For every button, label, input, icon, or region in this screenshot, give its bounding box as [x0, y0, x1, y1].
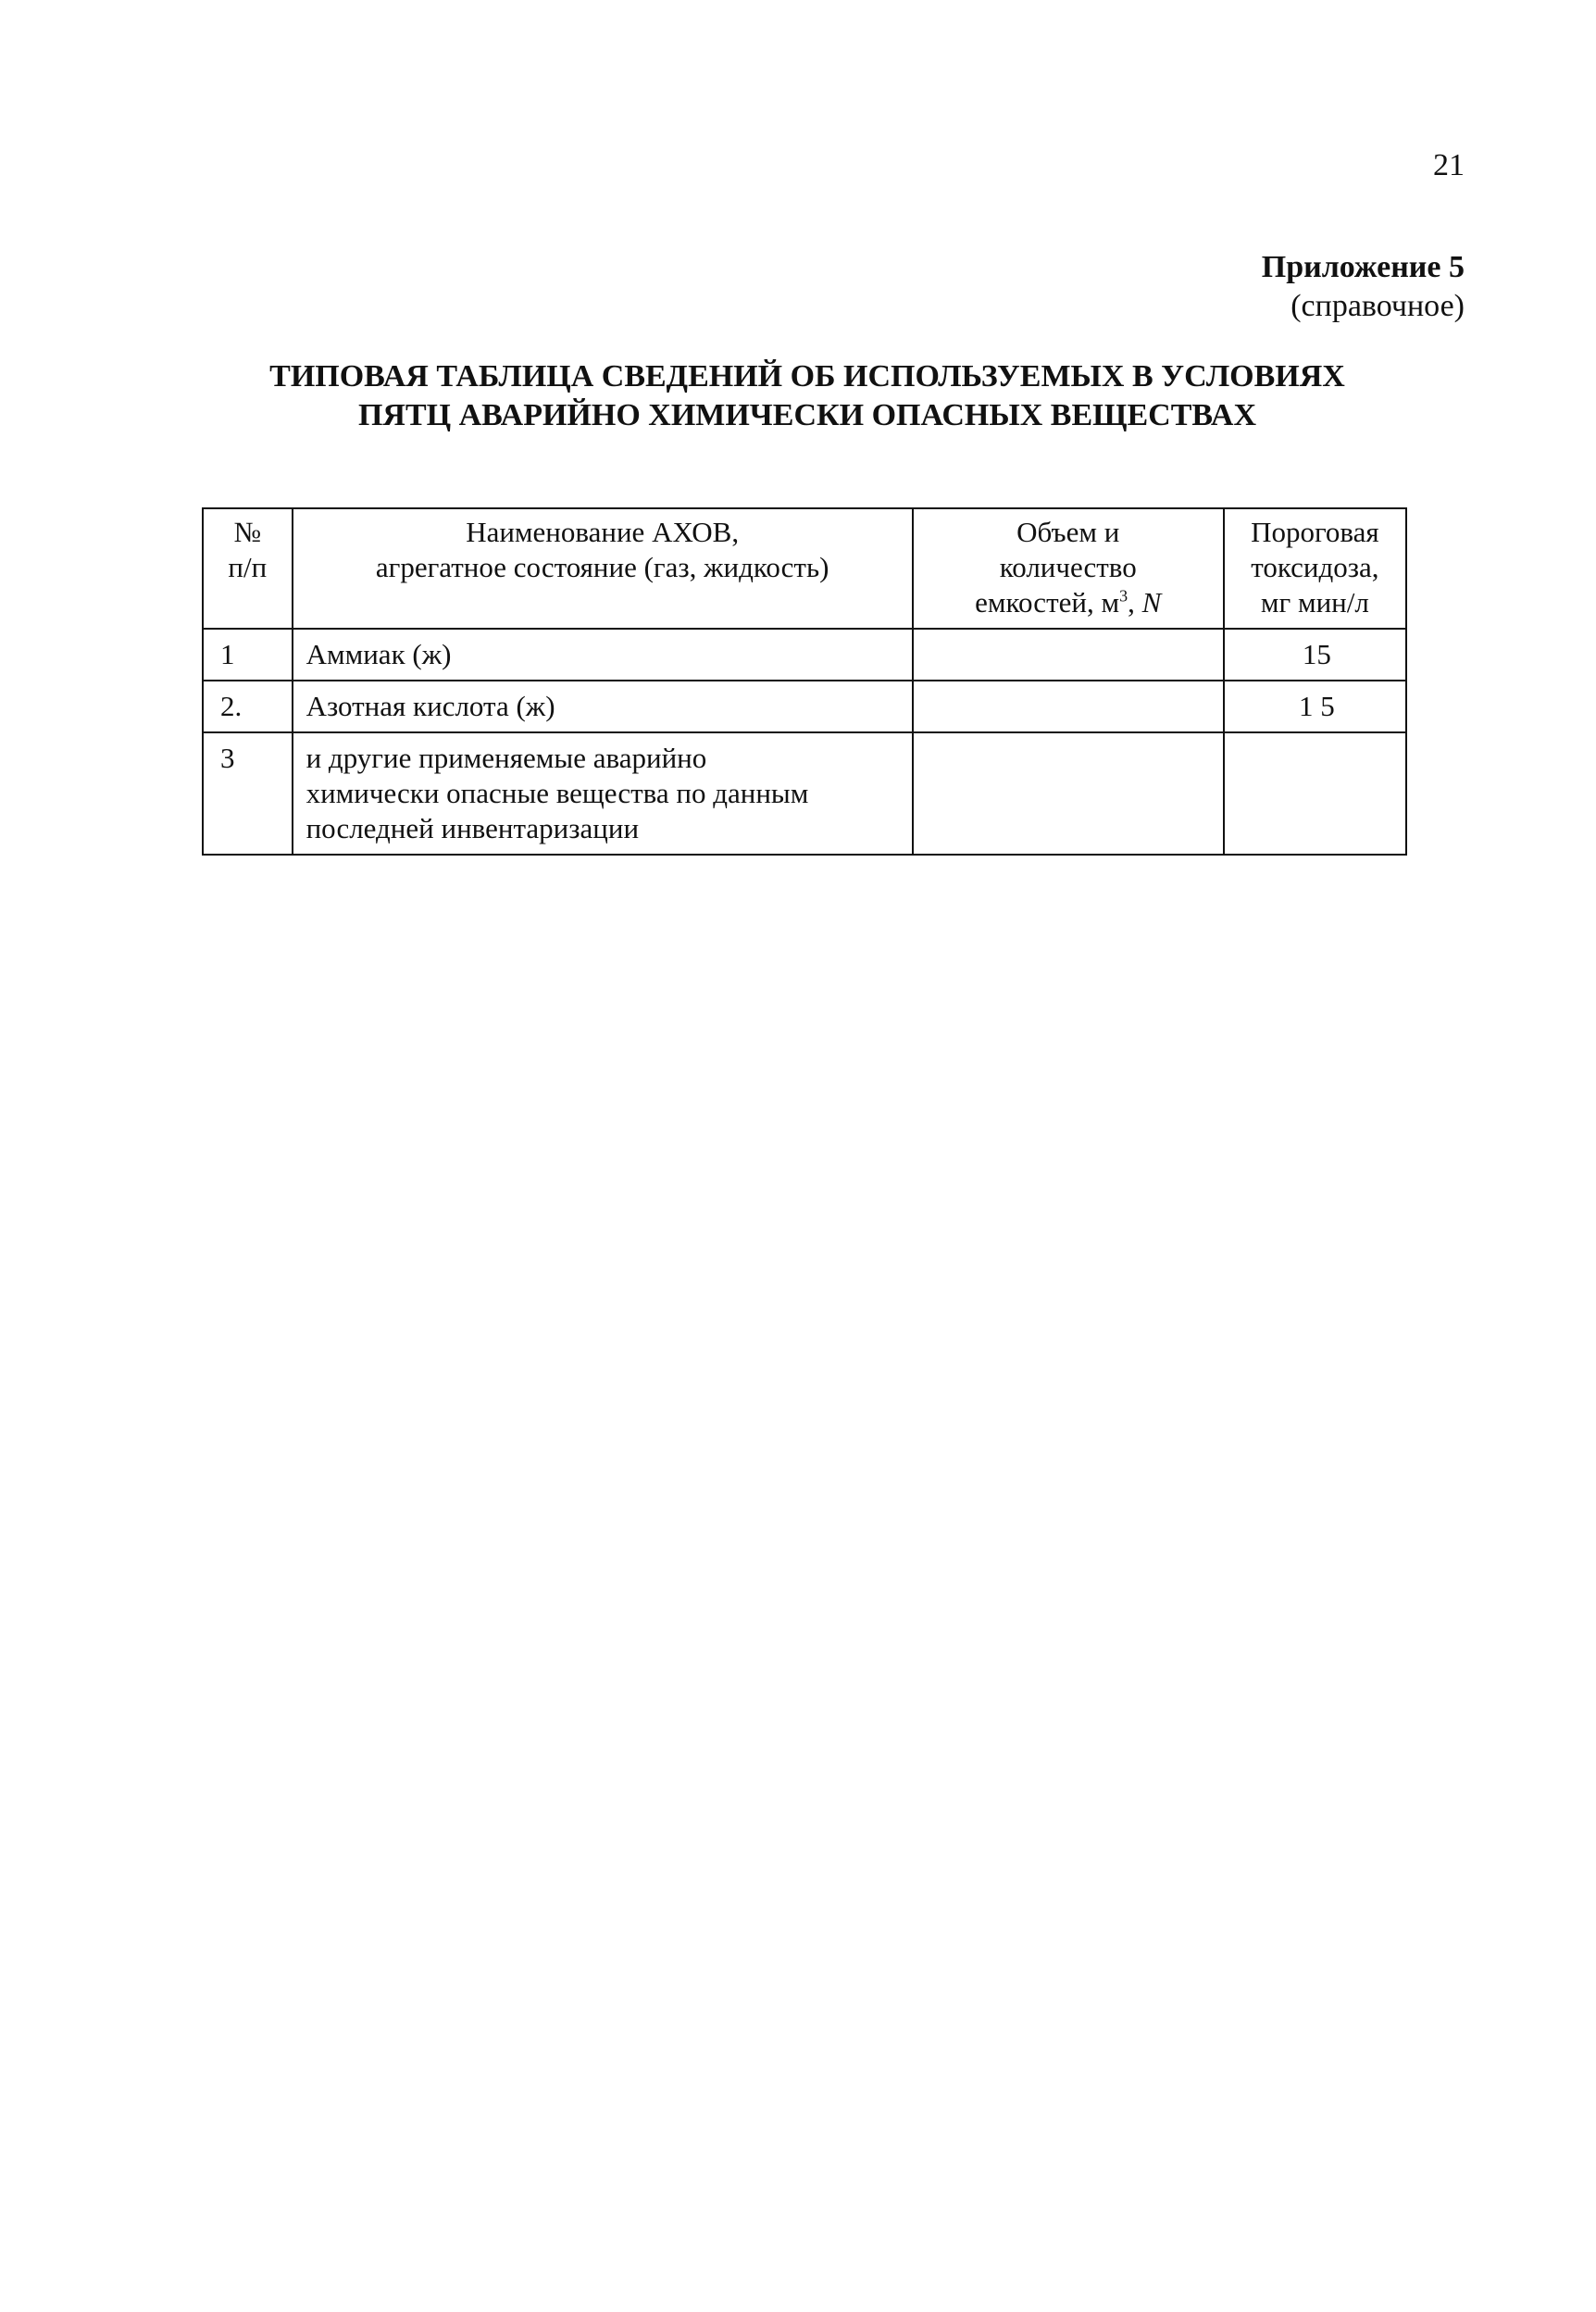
row-substance-name: Аммиак (ж): [293, 629, 913, 681]
appendix-subtitle: (справочное): [1291, 289, 1465, 323]
page-number: 21: [1433, 148, 1465, 182]
row-substance-name: Азотная кислота (ж): [293, 681, 913, 732]
row-volume: [913, 629, 1224, 681]
header-number-line-2: п/п: [228, 551, 268, 583]
header-number-line-1: №: [233, 516, 262, 548]
row-number: 3: [203, 732, 293, 855]
header-volume: [913, 508, 1224, 629]
header-volume-variable: N: [1141, 586, 1162, 619]
header-volume-exponent: 3: [1119, 586, 1128, 606]
row-substance-name: [293, 732, 913, 855]
table-row: [203, 629, 1406, 681]
document-title-line-1: ТИПОВАЯ ТАБЛИЦА СВЕДЕНИЙ ОБ ИСПОЛЬЗУЕМЫХ В УСЛОВИЯХ: [269, 359, 1345, 394]
header-number: [203, 508, 293, 629]
table-row: [203, 681, 1406, 732]
row-threshold-dose: [1224, 732, 1406, 855]
row-volume: [913, 681, 1224, 732]
header-dose-line-1: Пороговая: [1251, 516, 1379, 548]
appendix-title: Приложение 5: [1261, 250, 1465, 284]
table-row: [203, 732, 1406, 855]
header-volume-line-3: [919, 585, 1217, 620]
row-substance-name-line-2: химически опасные вещества по данным: [305, 777, 809, 809]
header-volume-prefix: емкостей, м: [975, 586, 1120, 619]
row-threshold-dose: 15: [1224, 629, 1406, 681]
row-threshold-dose: 1 5: [1224, 681, 1406, 732]
row-number: 2.: [203, 681, 293, 732]
header-dose-line-2: токсидоза,: [1251, 551, 1379, 583]
appendix-label: [1262, 248, 1465, 326]
header-substance-name: [293, 508, 913, 629]
header-name-line-2: агрегатное состояние (газ, жидкость): [375, 551, 829, 583]
row-substance-name-line-1: и другие применяемые аварийно: [305, 742, 707, 774]
row-substance-name-line-3: последней инвентаризации: [305, 812, 640, 844]
document-title: [0, 357, 1596, 435]
table-header-row: [203, 508, 1406, 629]
row-volume: [913, 732, 1224, 855]
row-number: 1: [203, 629, 293, 681]
document-title-line-2: ПЯТЦ АВАРИЙНО ХИМИЧЕСКИ ОПАСНЫХ ВЕЩЕСТВАХ: [357, 398, 1257, 432]
header-volume-separator: ,: [1128, 586, 1142, 619]
header-name-line-1: Наименование АХОВ,: [466, 516, 740, 548]
header-threshold-dose: [1224, 508, 1406, 629]
hazardous-substances-table: [202, 507, 1407, 856]
header-dose-line-3: мг мин/л: [1260, 586, 1369, 619]
header-volume-line-1: Объем и: [1016, 516, 1120, 548]
header-volume-line-2: количество: [999, 551, 1137, 583]
